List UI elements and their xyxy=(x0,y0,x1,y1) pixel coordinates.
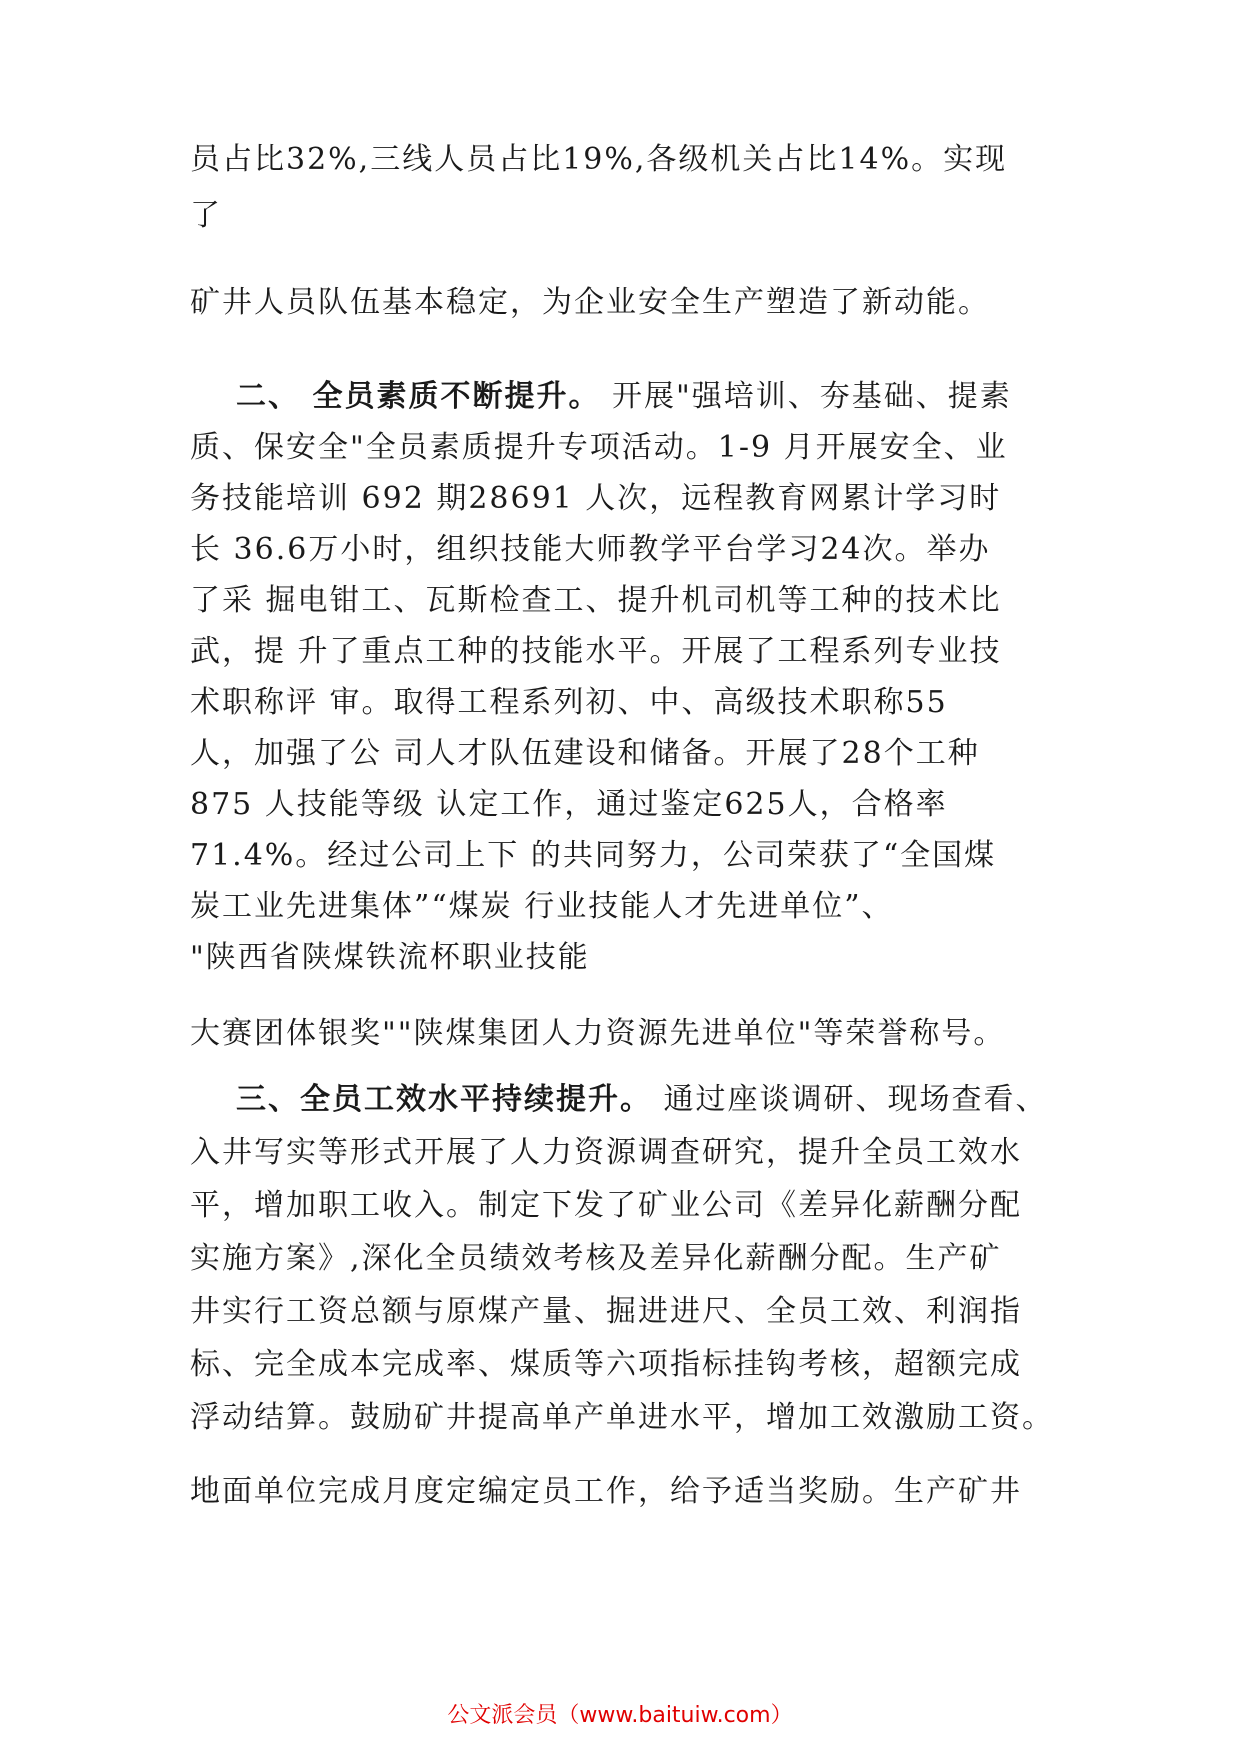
section-3-first-line-text: 通过座谈调研、现场查看、 xyxy=(663,1082,1048,1117)
text-line: 长 36.6万小时，组织技能大师教学平台学习24次。举办 xyxy=(190,532,991,567)
text-line: 71.4%。经过公司上下 的共同努力，公司荣获了“全国煤 xyxy=(190,838,997,873)
text-line: 炭工业先进集体”“煤炭 行业技能人才先进单位”、 xyxy=(190,889,894,924)
text-line: 实施方案》,深化全员绩效考核及差异化薪酬分配。生产矿 xyxy=(190,1241,1002,1276)
text-line: 员占比32%,三线人员占比19%,各级机关占比14%。实现 xyxy=(190,142,1008,177)
section-2-first-line-text: 开展"强培训、夯基础、提素 xyxy=(612,379,1012,414)
text-line: "陕西省陕煤铁流杯职业技能 xyxy=(190,940,590,975)
text-line: 务技能培训 692 期28691 人次，远程教育网累计学习时 xyxy=(190,481,1002,516)
text-line: 标、完全成本完成率、煤质等六项指标挂钩考核，超额完成 xyxy=(190,1347,1022,1382)
text-line: 了采 掘电钳工、瓦斯检查工、提升机司机等工种的技术比 xyxy=(190,583,1002,618)
text-line: 术职称评 审。取得工程系列初、中、高级技术职称55 xyxy=(190,685,948,720)
text-line: 了 xyxy=(190,198,222,233)
text-line: 井实行工资总额与原煤产量、掘进进尺、全员工效、利润指 xyxy=(190,1294,1022,1329)
text-line: 大赛团体银奖""陕煤集团人力资源先进单位"等荣誉称号。 xyxy=(190,1016,1006,1051)
text-line: 平，增加职工收入。制定下发了矿业公司《差异化薪酬分配 xyxy=(190,1188,1022,1223)
text-line: 矿井人员队伍基本稳定，为企业安全生产塑造了新动能。 xyxy=(190,285,990,320)
text-line: 武，提 升了重点工种的技能水平。开展了工程系列专业技 xyxy=(190,634,1002,669)
text-line: 875 人技能等级 认定工作，通过鉴定625人，合格率 xyxy=(190,787,948,822)
section-2-first-line xyxy=(236,377,1012,417)
section-2-heading: 二、 全员素质不断提升。 xyxy=(236,379,601,414)
text-line: 地面单位完成月度定编定员工作，给予适当奖励。生产矿井 xyxy=(190,1474,1022,1509)
text-line: 入井写实等形式开展了人力资源调查研究，提升全员工效水 xyxy=(190,1135,1022,1170)
text-line: 浮动结算。鼓励矿井提高单产单进水平，增加工效激励工资。 xyxy=(190,1400,1054,1435)
text-line: 质、保安全"全员素质提升专项活动。1-9 月开展安全、业 xyxy=(190,430,1008,465)
footer-watermark: 公文派会员（www.baituiw.com） xyxy=(447,1703,793,1728)
section-3-heading: 三、全员工效水平持续提升。 xyxy=(236,1082,652,1117)
section-3-first-line xyxy=(236,1080,1048,1120)
text-line: 人，加强了公 司人才队伍建设和储备。开展了28个工种 xyxy=(190,736,980,771)
